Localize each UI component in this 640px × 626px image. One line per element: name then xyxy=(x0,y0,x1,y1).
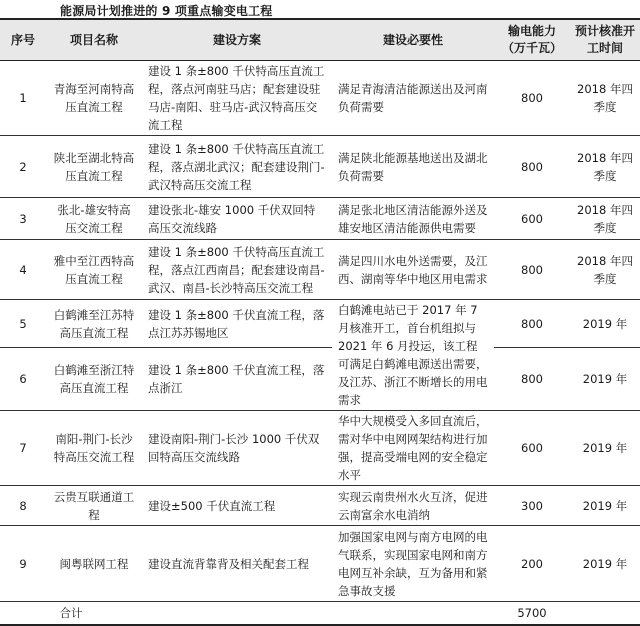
table-row xyxy=(0,348,640,411)
cell-date: 2019 年 xyxy=(570,526,640,602)
cell-capacity: 800 xyxy=(494,300,570,348)
header-row xyxy=(0,19,640,61)
cell-name: 陕北至湖北特高压直流工程 xyxy=(46,136,142,198)
cell-date: 2018 年四季度 xyxy=(570,136,640,198)
projects-table xyxy=(0,18,640,626)
table-row xyxy=(0,61,640,136)
cell-plan: 建设±500 千伏直流工程 xyxy=(142,486,332,526)
cell-plan: 建设 1 条±800 千伏特高压直流工程，落点江西南昌；配套建设南昌-武汉、南昌-长沙特高压交流工程 xyxy=(142,240,332,300)
cell-need: 满足陕北能源基地送出及湖北负荷需要 xyxy=(332,136,494,198)
cell-plan: 建设张北-雄安 1000 千伏双回特高压交流线路 xyxy=(142,198,332,240)
cell-name: 白鹤滩至浙江特高压直流工程 xyxy=(46,348,142,411)
cell-capacity: 800 xyxy=(494,61,570,136)
total-empty-need xyxy=(332,602,494,626)
cell-need: 加强国家电网与南方电网的电气联系，实现国家电网和南方电网互补余缺，互为备用和紧急事故支援 xyxy=(332,526,494,602)
table-title: 能源局计划推进的 9 项重点输变电工程 xyxy=(60,4,273,18)
cell-no: 9 xyxy=(0,526,46,602)
cell-name: 青海至河南特高压直流工程 xyxy=(46,61,142,136)
cell-no: 2 xyxy=(0,136,46,198)
header-no: 序号 xyxy=(0,19,46,61)
cell-date: 2019 年 xyxy=(570,300,640,348)
cell-name: 南阳-荆门-长沙特高压交流工程 xyxy=(46,411,142,486)
cell-plan: 建设 1 条±800 千伏直流工程，落点浙江 xyxy=(142,348,332,411)
cell-plan: 建设直流背靠背及相关配套工程 xyxy=(142,526,332,602)
total-empty-plan xyxy=(142,602,332,626)
total-capacity: 5700 xyxy=(494,602,570,626)
cell-no: 1 xyxy=(0,61,46,136)
cell-name: 闽粤联网工程 xyxy=(46,526,142,602)
table-row xyxy=(0,300,640,348)
cell-plan: 建设 1 条±800 千伏特高压直流工程，落点河南驻马店；配套建设驻马店-南阳、驻马店-武汉特高压交流工程 xyxy=(142,61,332,136)
cell-need: 实现云南贵州水火互济，促进云南富余水电消纳 xyxy=(332,486,494,526)
cell-capacity: 600 xyxy=(494,198,570,240)
table-row xyxy=(0,411,640,486)
cell-capacity: 300 xyxy=(494,486,570,526)
table-row xyxy=(0,240,640,300)
total-empty-date xyxy=(570,602,640,626)
cell-need: 满足青海清洁能源送出及河南负荷需要 xyxy=(332,61,494,136)
cell-need: 白鹤滩电站已于 2017 年 7 月核准开工，首台机组拟与 2021 年 6 月投运，该工程可满足白鹤滩电源送出需要，及江苏、浙江不断增长的用电需求 xyxy=(332,300,494,411)
header-name: 项目名称 xyxy=(46,19,142,61)
header-plan: 建设方案 xyxy=(142,19,332,61)
table-row xyxy=(0,486,640,526)
cell-no: 8 xyxy=(0,486,46,526)
cell-date: 2019 年 xyxy=(570,348,640,411)
cell-name: 白鹤滩至江苏特高压直流工程 xyxy=(46,300,142,348)
header-need: 建设必要性 xyxy=(332,19,494,61)
cell-capacity: 200 xyxy=(494,526,570,602)
cell-name: 云贵互联通道工程 xyxy=(46,486,142,526)
cell-capacity: 800 xyxy=(494,240,570,300)
cell-need: 满足四川水电外送需要，及江西、湖南等华中地区用电需求 xyxy=(332,240,494,300)
cell-date: 2019 年 xyxy=(570,411,640,486)
cell-name: 雅中至江西特高压直流工程 xyxy=(46,240,142,300)
table-row xyxy=(0,198,640,240)
cell-capacity: 800 xyxy=(494,136,570,198)
cell-date: 2018 年四季度 xyxy=(570,240,640,300)
cell-no: 4 xyxy=(0,240,46,300)
total-label: 合计 xyxy=(0,602,142,626)
cell-plan: 建设南阳-荆门-长沙 1000 千伏双回特高压交流线路 xyxy=(142,411,332,486)
cell-need: 满足张北地区清洁能源外送及雄安地区清洁能源供电需要 xyxy=(332,198,494,240)
cell-date: 2018 年四季度 xyxy=(570,61,640,136)
cell-no: 5 xyxy=(0,300,46,348)
cell-capacity: 800 xyxy=(494,348,570,411)
cell-plan: 建设 1 条±800 千伏特高压直流工程，落点湖北武汉；配套建设荆门-武汉特高压交流工程 xyxy=(142,136,332,198)
total-row xyxy=(0,602,640,626)
cell-need: 华中大规模受入多回直流后，需对华中电网网架结构进行加强，提高受端电网的安全稳定水平 xyxy=(332,411,494,486)
cell-date: 2019 年 xyxy=(570,486,640,526)
cell-no: 3 xyxy=(0,198,46,240)
cell-no: 6 xyxy=(0,348,46,411)
table-row xyxy=(0,136,640,198)
header-date: 预计核准开工时间 xyxy=(570,19,640,61)
cell-plan: 建设 1 条±800 千伏直流工程，落点江苏苏锡地区 xyxy=(142,300,332,348)
cell-capacity: 600 xyxy=(494,411,570,486)
cell-date: 2018 年四季度 xyxy=(570,198,640,240)
cell-name: 张北-雄安特高压交流工程 xyxy=(46,198,142,240)
cell-no: 7 xyxy=(0,411,46,486)
header-capacity: 输电能力（万千瓦） xyxy=(494,19,570,61)
